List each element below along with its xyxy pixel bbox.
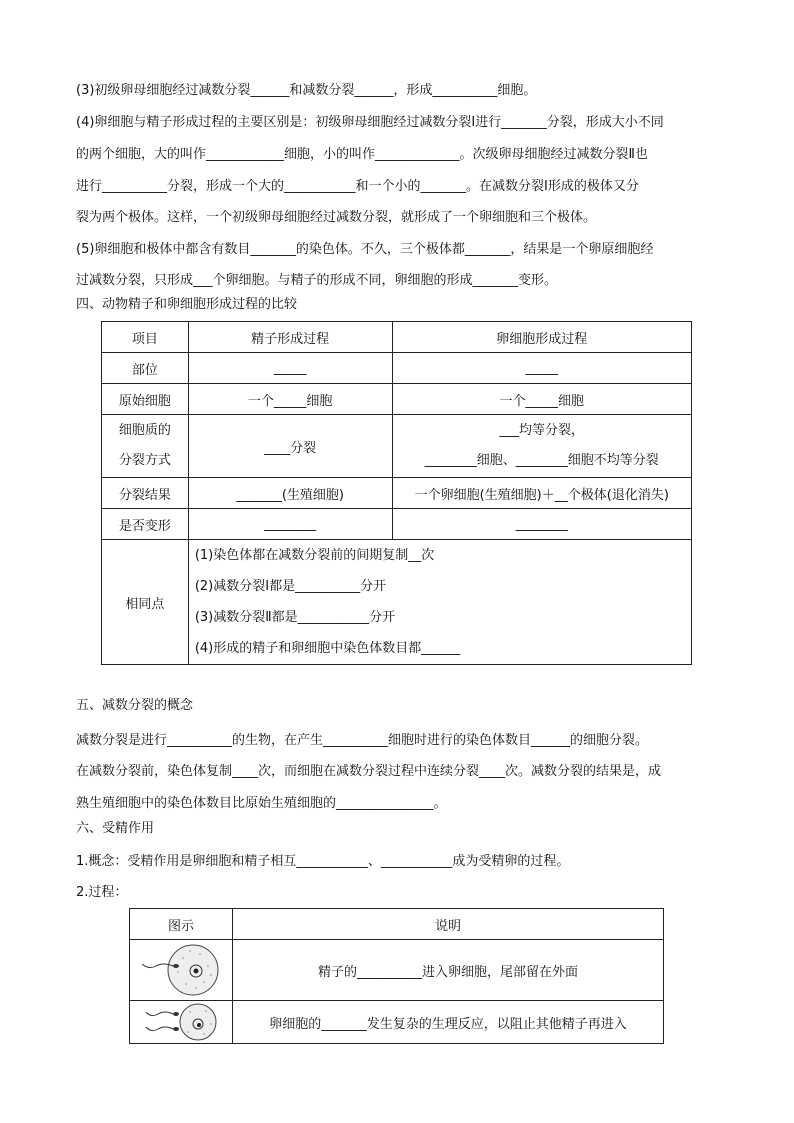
fertilization-table <box>129 908 664 1044</box>
table-header: 项目 <box>102 322 189 353</box>
text-line: (3)初级卵母细胞经过减数分裂______和减数分裂______，形成__________细胞。 <box>76 83 537 98</box>
comparison-table <box>101 321 692 665</box>
list-item: (2)减数分裂Ⅰ都是__________分开 <box>194 579 387 594</box>
cell-line: ________细胞、________细胞不均等分裂 <box>424 453 659 468</box>
egg-reaction-icon <box>138 1002 224 1042</box>
section-heading: 四、动物精子和卵细胞形成过程的比较 <box>76 297 298 312</box>
table-cell: 卵细胞的_______发生复杂的生理反应，以阻止其他精子再进入 <box>232 1001 663 1044</box>
text-line: 2.过程： <box>76 885 128 900</box>
table-cell: 分裂结果 <box>102 478 189 509</box>
text-line: 进行__________分裂，形成一个大的___________和一个小的_______。在减数分裂Ⅰ形成的极体又分 <box>76 179 639 194</box>
table-cell: 是否变形 <box>102 509 189 540</box>
sperm-entering-egg-icon <box>138 942 224 998</box>
text-line: (4)卵细胞与精子形成过程的主要区别是：初级卵母细胞经过减数分裂Ⅰ进行_______分裂，形成大小不同 <box>76 115 664 130</box>
section-heading: 六、受精作用 <box>76 821 155 836</box>
list-item: (4)形成的精子和卵细胞中染色体数目都______ <box>194 641 461 656</box>
diagram-cell <box>130 940 233 1001</box>
text-line: 裂为两个极体。这样，一个初级卵母细胞经过减数分裂，就形成了一个卵细胞和三个极体。 <box>76 210 597 225</box>
list-item: (3)减数分裂Ⅱ都是___________分开 <box>194 610 396 625</box>
table-cell: 相同点 <box>102 540 189 665</box>
table-cell: ____分裂 <box>188 415 392 478</box>
cell-line: 细胞质的 <box>118 423 171 438</box>
table-cell: 一个_____细胞 <box>392 384 691 415</box>
list-item: (1)染色体都在减数分裂前的间期复制__次 <box>194 548 435 563</box>
table-cell: 一个卵细胞(生殖细胞)＋__个极体(退化消失) <box>392 478 691 509</box>
table-cell: _____ <box>188 353 392 384</box>
table-header: 图示 <box>130 909 233 940</box>
diagram-cell <box>130 1001 233 1044</box>
table-cell: 一个_____细胞 <box>188 384 392 415</box>
text-line: (5)卵细胞和极体中都含有数目_______的染色体。不久，三个极体都_______，结果是一个卵原细胞经 <box>76 242 654 257</box>
table-header: 卵细胞形成过程 <box>392 322 691 353</box>
table-cell: ________ <box>188 509 392 540</box>
table-cell: 原始细胞 <box>102 384 189 415</box>
text-line: 的两个细胞，大的叫作____________细胞，小的叫作_____________。次级卵母细胞经过减数分裂Ⅱ也 <box>76 147 648 162</box>
text-line: 过减数分裂，只形成___个卵细胞。与精子的形成不同，卵细胞的形成_______变形。 <box>76 273 558 288</box>
cell-line: ___均等分裂， <box>499 423 585 438</box>
table-cell <box>392 415 691 478</box>
text-line: 熟生殖细胞中的染色体数目比原始生殖细胞的_______________。 <box>76 796 447 811</box>
table-cell: _____ <box>392 353 691 384</box>
text-line: 减数分裂是进行__________的生物，在产生__________细胞时进行的染色体数目______的细胞分裂。 <box>76 733 649 748</box>
text-line: 1.概念：受精作用是卵细胞和精子相互___________、___________成为受精卵的过程。 <box>76 854 570 869</box>
table-header: 说明 <box>232 909 663 940</box>
table-cell: _______(生殖细胞) <box>188 478 392 509</box>
section-heading: 五、减数分裂的概念 <box>76 698 194 713</box>
text-line: 在减数分裂前，染色体复制____次，而细胞在减数分裂过程中连续分裂____次。减数分裂的结果是，成 <box>76 764 662 779</box>
table-cell <box>102 415 189 478</box>
same-points-cell <box>188 540 691 665</box>
table-header: 精子形成过程 <box>188 322 392 353</box>
table-cell: ________ <box>392 509 691 540</box>
table-cell: 部位 <box>102 353 189 384</box>
cell-line: 分裂方式 <box>118 453 171 468</box>
table-cell: 精子的__________进入卵细胞，尾部留在外面 <box>232 940 663 1001</box>
